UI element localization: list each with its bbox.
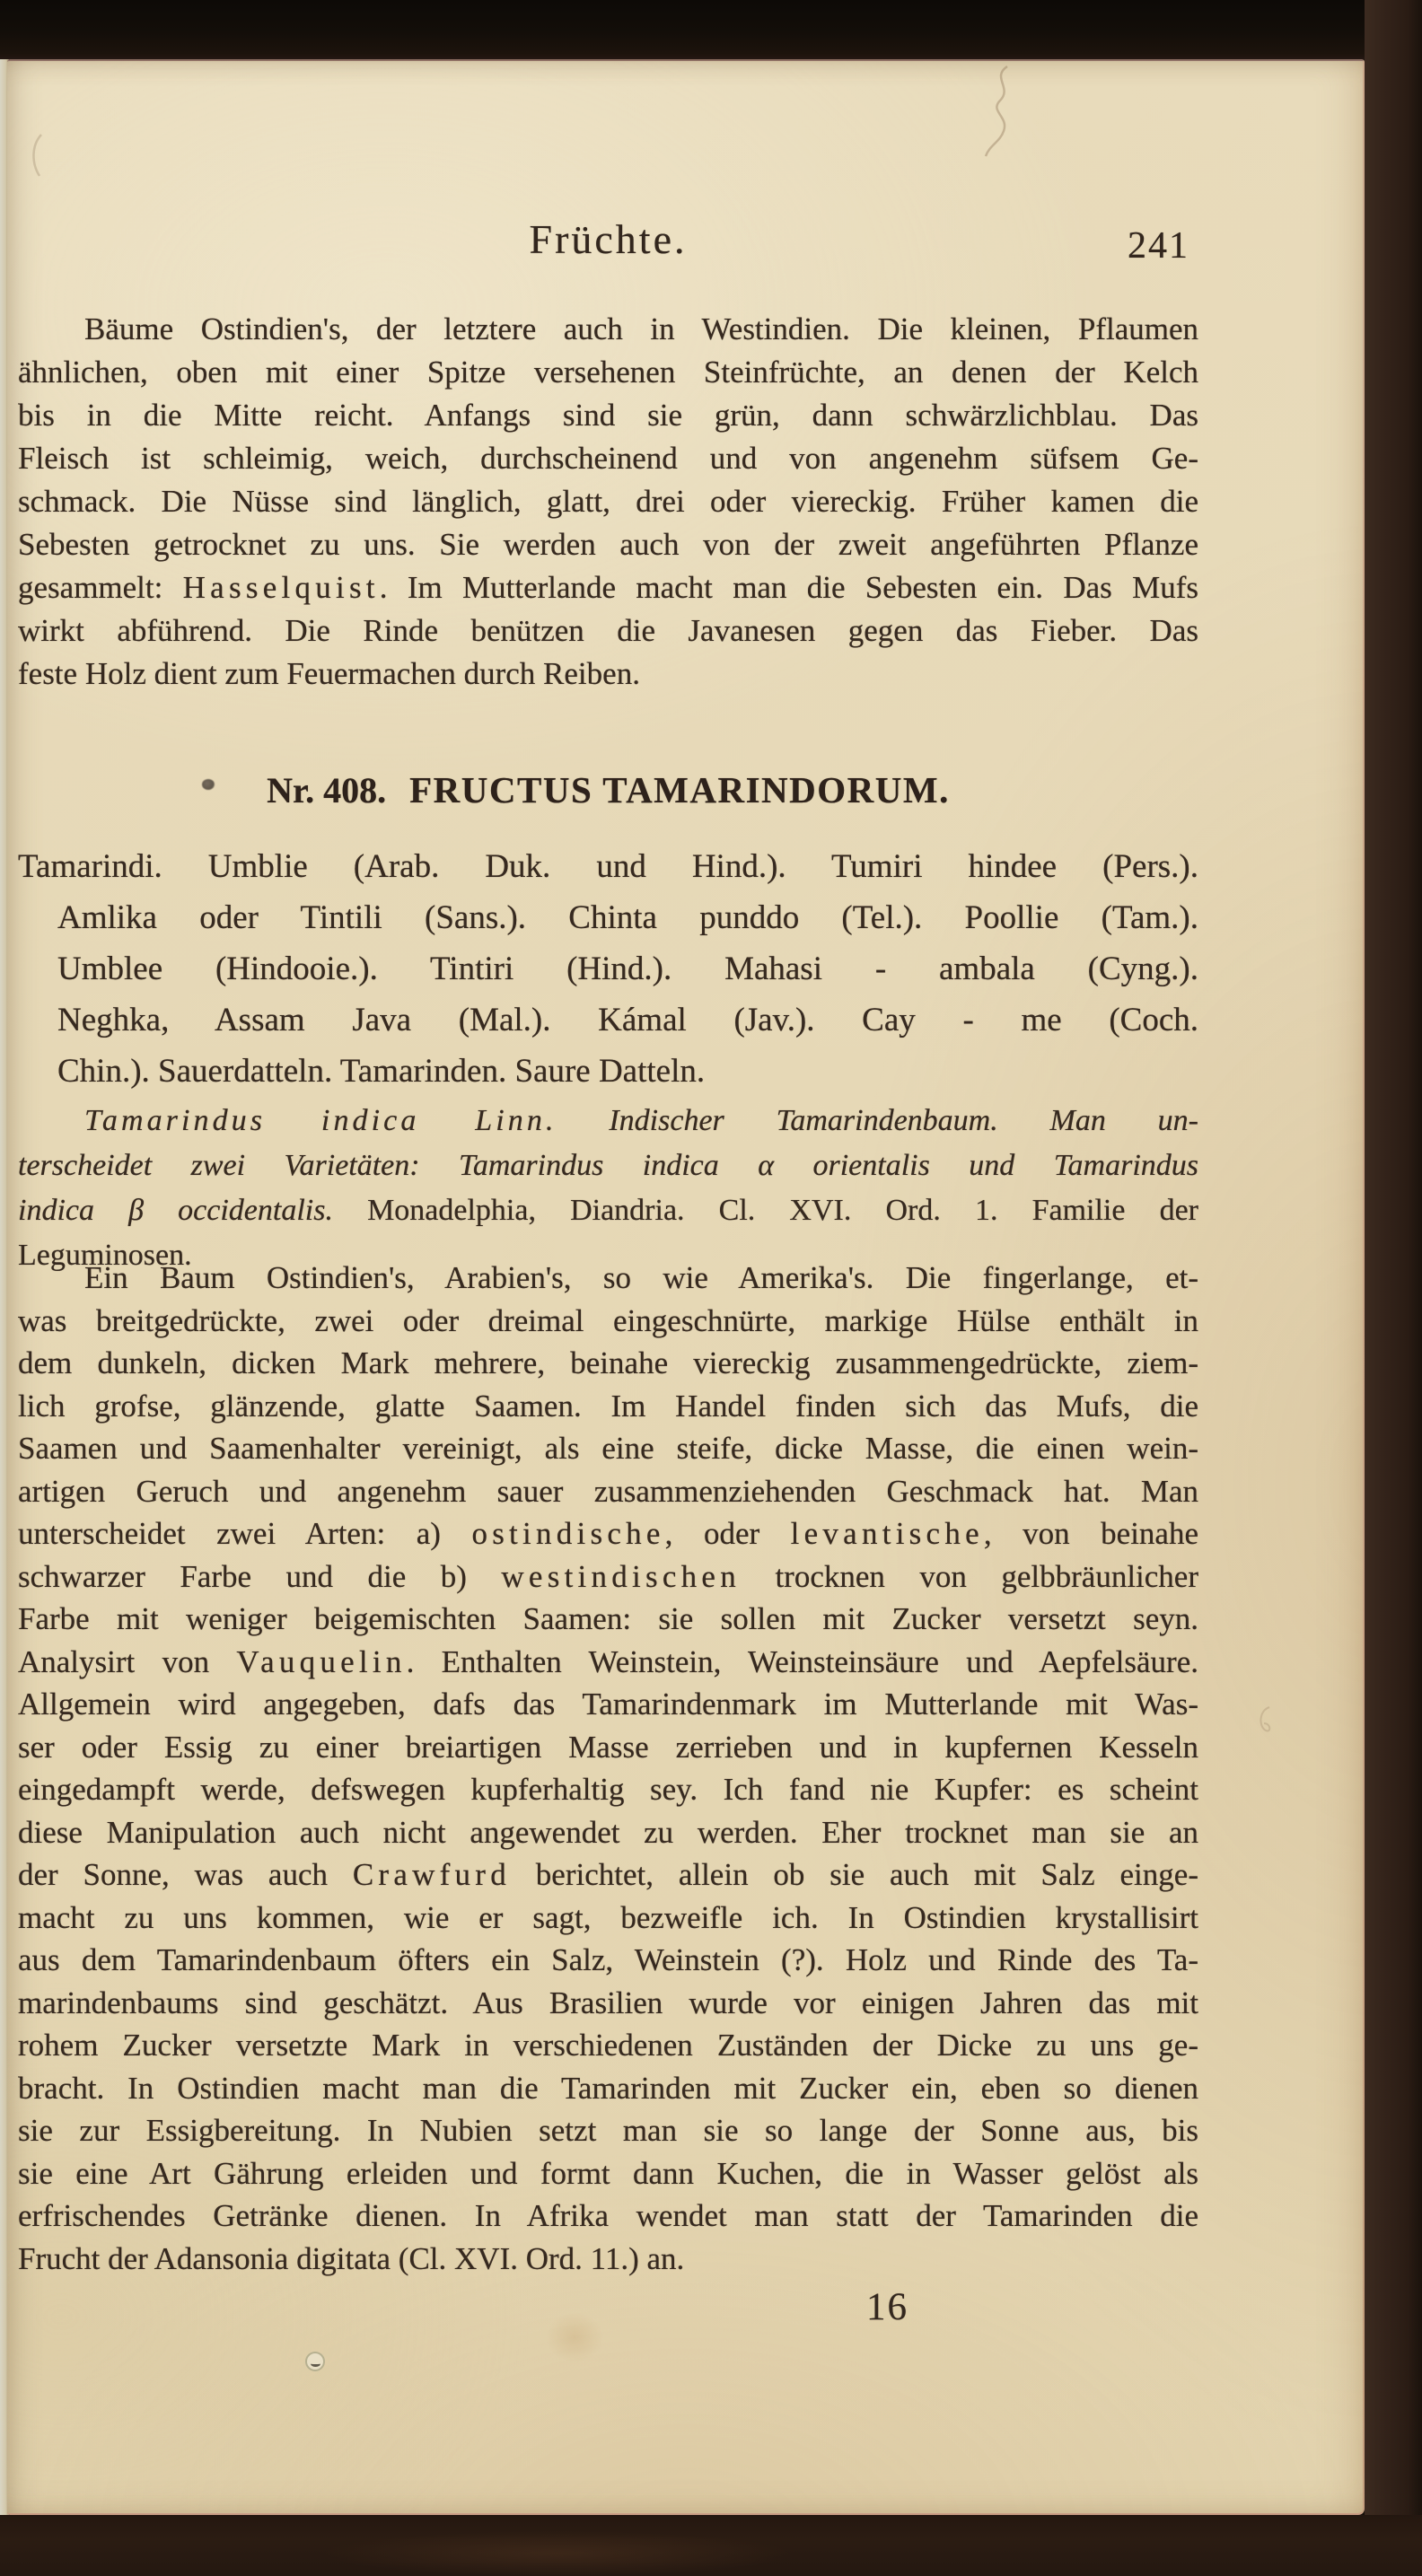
text-line: Sebesten getrocknet zu uns. Sie werden auch von der zweit angeführten Pflanze — [18, 527, 1198, 562]
text-line — [18, 1853, 1198, 1897]
scan-border-bottom — [0, 2515, 1422, 2576]
text-line: Umblee (Hindooie.). Tintiri (Hind.). Mahasi - ambala (Cyng.). — [57, 951, 1198, 987]
article-heading — [18, 767, 1198, 813]
running-header: Früchte. — [529, 216, 688, 262]
text-line: rohem Zucker versetzte Mark in verschiedenen Zuständen der Dicke zu uns ge- — [18, 2028, 1198, 2063]
text-line: Tamarindi. Umblie (Arab. Duk. und Hind.). Tumiri hindee (Pers.). — [18, 848, 1198, 885]
text-line: macht zu uns kommen, wie er sagt, bezweifle ich. In Ostindien krystallisirt — [18, 1899, 1198, 1935]
text-line — [18, 1512, 1198, 1555]
text-line: schmack. Die Nüsse sind länglich, glatt, drei oder viereckig. Früher kamen die — [18, 484, 1198, 519]
text-segment: indica β occidentalis. — [18, 1194, 333, 1227]
text-line: was breitgedrückte, zwei oder dreimal eingeschnürte, markige Hülse enthält in — [18, 1302, 1198, 1338]
text-line: sie eine Art Gährung erleiden und formt dann Kuchen, die in Wasser gelöst als — [18, 2155, 1198, 2191]
scan-border-right — [1365, 0, 1422, 2576]
text-line: Ein Baum Ostindien's, Arabien's, so wie Amerika's. Die fingerlange, et- — [84, 1260, 1198, 1295]
text-line: Bäume Ostindien's, der letztere auch in Westindien. Die kleinen, Pflaumen — [84, 311, 1198, 346]
paragraph-sebesten — [18, 308, 1198, 696]
text-segment: levantische — [790, 1516, 984, 1551]
text-line: wirkt abführend. Die Rinde benützen die Javanesen gegen das Fieber. Das — [18, 613, 1198, 648]
text-segment: gesammelt: — [18, 570, 183, 605]
running-header-row — [18, 215, 1198, 269]
text-line — [18, 1188, 1198, 1233]
text-line — [18, 1555, 1198, 1599]
text-line: Amlika oder Tintili (Sans.). Chinta punddo (Tel.). Poollie (Tam.). — [57, 899, 1198, 936]
text-segment: , oder — [664, 1516, 791, 1551]
text-line: aus dem Tamarindenbaum öfters ein Salz, Weinstein (?). Holz und Rinde des Ta- — [18, 1942, 1198, 1977]
text-line: ähnlichen, oben mit einer Spitze versehenen Steinfrüchte, an denen der Kelch — [18, 355, 1198, 390]
text-line: Fleisch ist schleimig, weich, durchscheinend und von angenehm süfsem Ge- — [18, 441, 1198, 476]
text-line: Chin.). Sauerdatteln. Tamarinden. Saure Datteln. — [57, 1053, 706, 1090]
text-segment: . Im Mutterlande macht man die Sebesten ein. Das Mufs — [379, 570, 1198, 605]
text-line: lich grofse, glänzende, glatte Saamen. Im Handel finden sich das Mufs, die — [18, 1388, 1198, 1424]
scan-border-top — [0, 0, 1422, 59]
text-line: terscheidet zwei Varietäten: Tamarindus indica α orientalis und Tamarindus — [18, 1149, 1198, 1182]
text-segment: Hasselquist — [182, 570, 380, 605]
signature-mark: 16 — [866, 2286, 908, 2328]
article-title: FRUCTUS TAMARINDORUM. — [409, 769, 950, 810]
text-segment: Monadelphia, Diandria. Cl. XVI. Ord. 1. Familie der — [332, 1194, 1198, 1227]
text-line: erfrischendes Getränke dienen. In Afrika wendet man statt der Tamarinden die — [18, 2198, 1198, 2233]
text-segment: , von beinahe — [983, 1516, 1198, 1551]
text-line: ser oder Essig zu einer breiartigen Masse zerrieben und in kupfernen Kesseln — [18, 1729, 1198, 1765]
text-segment: berichtet, allein ob sie auch mit Salz einge- — [510, 1857, 1198, 1892]
paragraph-description — [18, 1257, 1198, 2280]
pencil-mark-right — [1253, 1704, 1277, 1739]
text-line — [18, 1099, 1198, 1143]
article-number: Nr. 408. — [267, 770, 387, 810]
text-segment: Analysirt von — [18, 1643, 237, 1679]
text-segment: Tamarindus indica Linn. — [84, 1104, 557, 1137]
text-column — [18, 61, 1198, 2513]
text-line: Saamen und Saamenhalter vereinigt, als eine steife, dicke Masse, die einen wein- — [18, 1431, 1198, 1466]
text-line: bracht. In Ostindien macht man die Tamarinden mit Zucker ein, eben so dienen — [18, 2070, 1198, 2106]
text-line: Leguminosen. — [18, 1239, 192, 1272]
text-line: Frucht der Adansonia digitata (Cl. XVI. Ord. 11.) an. — [18, 2240, 685, 2276]
text-line: dem dunkeln, dicken Mark mehrere, beinahe viereckig zusammengedrückte, ziem- — [18, 1345, 1198, 1380]
text-line: bis in die Mitte reicht. Anfangs sind sie grün, dann schwärzlichblau. Das — [18, 398, 1198, 433]
text-line: marindenbaums sind geschätzt. Aus Brasilien wurde vor einigen Jahren das mit — [18, 1985, 1198, 2020]
botanical-classification — [18, 1099, 1198, 1278]
text-segment: unterscheidet zwei Arten: a) — [18, 1516, 472, 1551]
text-line — [18, 1641, 1198, 1684]
text-segment: Crawfurd — [352, 1857, 511, 1892]
text-line — [18, 566, 1198, 609]
page-number: 241 — [1128, 225, 1189, 267]
text-segment: ostindische — [471, 1516, 665, 1551]
text-line: Allgemein wird angegeben, dafs das Tamarindenmark im Mutterlande mit Was- — [18, 1687, 1198, 1722]
text-line: Farbe mit weniger beigemischten Saamen: sie sollen mit Zucker versetzt seyn. — [18, 1601, 1198, 1636]
text-line: feste Holz dient zum Feuermachen durch Reiben. — [18, 656, 640, 691]
text-line: Neghka, Assam Java (Mal.). Kámal (Jav.). Cay - me (Coch. — [57, 1002, 1198, 1038]
text-segment: Vauquelin — [236, 1643, 407, 1679]
text-segment: trocknen von gelbbräunlicher — [740, 1558, 1198, 1594]
synonym-list — [18, 841, 1198, 1097]
text-segment: Indischer Tamarindenbaum. Man un- — [557, 1104, 1198, 1137]
text-line: eingedampft werde, defswegen kupferhaltig sey. Ich fand nie Kupfer: es scheint — [18, 1772, 1198, 1807]
text-segment: westindischen — [501, 1558, 741, 1594]
text-line: diese Manipulation auch nicht angewendet zu werden. Eher trocknet man sie an — [18, 1814, 1198, 1850]
text-segment: . Enthalten Weinstein, Weinsteinsäure und Aepfelsäure. — [406, 1643, 1198, 1679]
text-line: artigen Geruch und angenehm sauer zusammenziehenden Geschmack hat. Man — [18, 1473, 1198, 1509]
text-segment: schwarzer Farbe und die b) — [18, 1558, 502, 1594]
text-line: sie zur Essigbereitung. In Nubien setzt man sie so lange der Sonne aus, bis — [18, 2113, 1198, 2148]
book-page — [7, 59, 1365, 2515]
text-segment: der Sonne, was auch — [18, 1857, 353, 1892]
